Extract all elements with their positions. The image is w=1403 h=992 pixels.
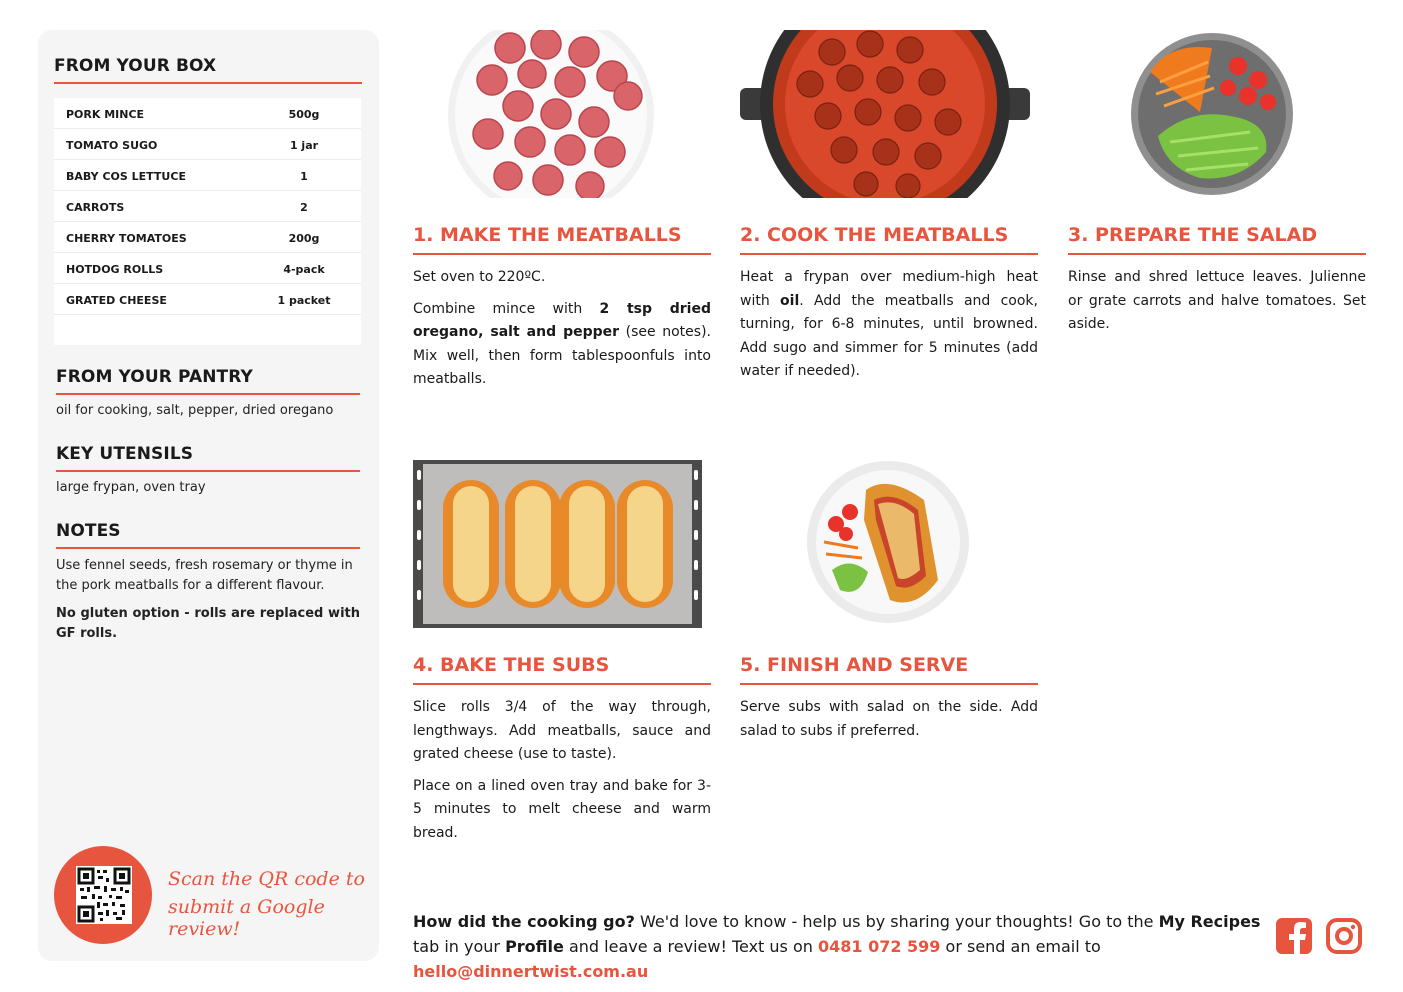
divider [413, 253, 711, 255]
bold-text-run: oil [780, 292, 800, 309]
ingredient-qty: 1 [300, 170, 308, 183]
table-row [54, 191, 361, 222]
ingredient-qty: 200g [288, 232, 320, 245]
step-3-title: 3. PREPARE THE SALAD [1068, 224, 1318, 246]
from-box-title: FROM YOUR BOX [54, 56, 217, 76]
meatballs-pan-photo [740, 30, 1030, 198]
divider [56, 470, 360, 472]
ingredient-qty: 4-pack [283, 263, 325, 276]
divider [413, 683, 711, 685]
ingredient-qty: 2 [300, 201, 308, 214]
step-1-para-1: Set oven to 220ºC. [413, 269, 546, 285]
email-link[interactable]: hello@dinnertwist.com.au [413, 962, 649, 981]
facebook-icon[interactable] [1276, 918, 1312, 954]
table-row [54, 222, 361, 253]
step-2-text [740, 266, 1038, 392]
notes-gluten-text: No gluten option - rolls are replaced with GF rolls. [56, 606, 360, 641]
ingredient-name: CHERRY TOMATOES [66, 232, 187, 245]
text-run: (see notes). Mix well, then form tablespoonfuls into meatballs. [413, 324, 711, 387]
text-run: We'd love to know - help us by sharing your thoughts! Go to the [634, 912, 1159, 931]
table-row [54, 98, 361, 129]
ingredient-name: CARROTS [66, 201, 125, 214]
divider [56, 547, 360, 549]
qr-caption-line1: Scan the QR code to [168, 868, 365, 890]
step-1-text [413, 266, 711, 400]
utensils-title: KEY UTENSILS [56, 444, 194, 464]
qr-caption-line2: submit a Google review! [168, 896, 325, 940]
table-row [54, 129, 361, 160]
text-run: Heat a frypan over medium-high heat with [740, 269, 1038, 309]
step-4-text [413, 696, 711, 853]
divider [740, 683, 1038, 685]
ingredient-qty: 500g [288, 108, 320, 121]
ingredient-name: PORK MINCE [66, 108, 145, 121]
divider [54, 82, 362, 84]
instagram-icon[interactable] [1326, 918, 1362, 954]
my-recipes-link[interactable]: My Recipes [1158, 912, 1261, 931]
ingredient-name: GRATED CHEESE [66, 294, 167, 307]
subs-tray-photo [413, 460, 702, 628]
utensils-text: large frypan, oven tray [56, 480, 206, 495]
notes-text: Use fennel seeds, fresh rosemary or thyme in the pork meatballs for a different flavour. [56, 558, 353, 593]
ingredient-name: BABY COS LETTUCE [66, 170, 186, 183]
text-run: Combine mince with [413, 300, 600, 317]
divider [56, 393, 360, 395]
step-3-text [1068, 266, 1366, 345]
qr-code-icon[interactable] [76, 866, 132, 924]
ingredient-name: TOMATO SUGO [66, 139, 158, 152]
sidebar [38, 30, 379, 961]
step-5-text [740, 696, 1038, 751]
table-row [54, 253, 361, 284]
table-row [54, 160, 361, 191]
step-3-para-1: Rinse and shred lettuce leaves. Julienne or grate carrots and halve tomatoes. Set aside. [1068, 269, 1366, 332]
qr-badge[interactable] [54, 846, 152, 944]
step-4-para-1: Slice rolls 3/4 of the way through, lengthways. Add meatballs, sauce and grated cheese (use to taste). [413, 699, 711, 762]
step-5-para-1: Serve subs with salad on the side. Add salad to subs if preferred. [740, 699, 1038, 739]
ingredient-qty: 1 packet [277, 294, 331, 307]
text-run: and leave a review! Text us on [563, 937, 818, 956]
meatballs-raw-photo [448, 30, 654, 198]
ingredient-name: HOTDOG ROLLS [66, 263, 164, 276]
box-ingredients-table [54, 98, 361, 345]
step-2-title: 2. COOK THE MEATBALLS [740, 224, 1009, 246]
divider [1068, 253, 1366, 255]
feedback-footer [413, 909, 1263, 984]
ingredient-qty: 1 jar [289, 139, 319, 152]
phone-link[interactable]: 0481 072 599 [817, 937, 941, 956]
step-1-para-2 [413, 298, 711, 392]
pantry-text: oil for cooking, salt, pepper, dried oregano [56, 403, 334, 418]
bold-text-run: 2 tsp dried oregano, salt and pepper [413, 300, 711, 340]
profile-link[interactable]: Profile [505, 937, 564, 956]
notes-title: NOTES [56, 521, 121, 541]
text-run: or send an email to [940, 937, 1101, 956]
feedback-question: How did the cooking go? [413, 912, 635, 931]
pantry-title: FROM YOUR PANTRY [56, 367, 253, 387]
text-run: tab in your [413, 937, 506, 956]
text-run: . Add the meatballs and cook, turning, for 6-8 minutes, until browned. Add sugo and simmer for 5 minutes (add water if needed). [740, 292, 1038, 379]
step-5-title: 5. FINISH AND SERVE [740, 654, 969, 676]
step-4-title: 4. BAKE THE SUBS [413, 654, 610, 676]
step-4-para-2: Place on a lined oven tray and bake for 3-5 minutes to melt cheese and warm bread. [413, 777, 711, 841]
plated-sub-photo [806, 460, 970, 624]
salad-bowl-photo [1130, 32, 1294, 196]
table-row [54, 284, 361, 315]
step-2-para-1 [740, 266, 1038, 384]
step-1-title: 1. MAKE THE MEATBALLS [413, 224, 682, 246]
divider [740, 253, 1038, 255]
